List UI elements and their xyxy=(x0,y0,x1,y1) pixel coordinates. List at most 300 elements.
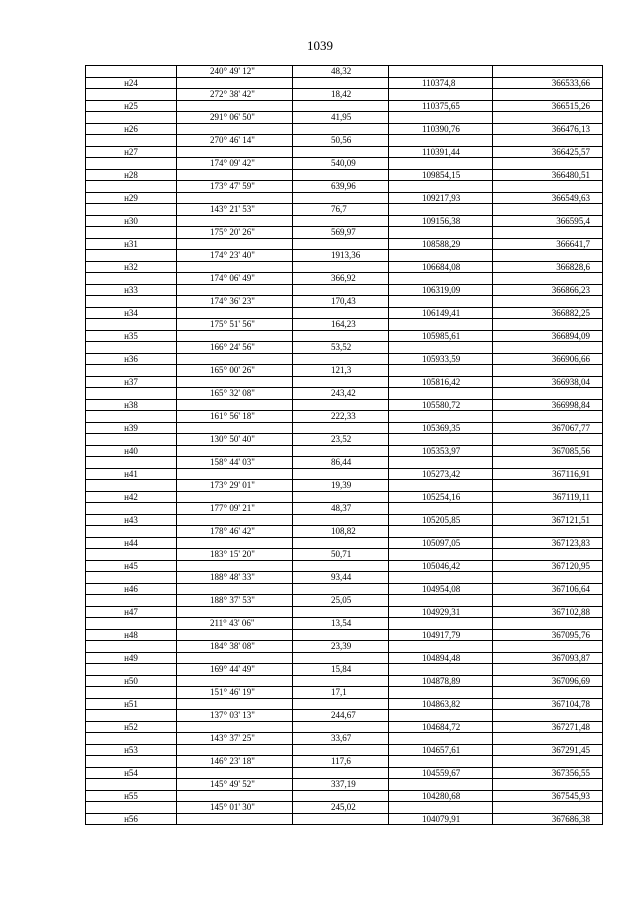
table-row xyxy=(86,238,603,250)
point-name-cell: н37 xyxy=(86,376,177,388)
x-coordinate-cell: 104917,79 xyxy=(389,629,493,641)
direction-angle-cell xyxy=(177,123,293,135)
direction-angle-cell: 240° 49' 12" xyxy=(177,66,293,78)
x-coordinate-cell: 110390,76 xyxy=(389,123,493,135)
direction-angle-cell xyxy=(177,445,293,457)
direction-angle-cell xyxy=(177,284,293,296)
distance-cell: 41,95 xyxy=(293,112,389,124)
y-coordinate-cell: 366894,09 xyxy=(493,330,603,342)
x-coordinate-cell: 106149,41 xyxy=(389,307,493,319)
y-coordinate-cell xyxy=(493,158,603,170)
table-row xyxy=(86,480,603,492)
x-coordinate-cell: 105046,42 xyxy=(389,560,493,572)
point-name-cell xyxy=(86,388,177,400)
y-coordinate-cell xyxy=(493,89,603,101)
direction-angle-cell xyxy=(177,169,293,181)
distance-cell: 540,09 xyxy=(293,158,389,170)
y-coordinate-cell xyxy=(493,687,603,699)
x-coordinate-cell: 104863,82 xyxy=(389,698,493,710)
direction-angle-cell xyxy=(177,376,293,388)
direction-angle-cell xyxy=(177,330,293,342)
table-row xyxy=(86,560,603,572)
direction-angle-cell: 291° 06' 50" xyxy=(177,112,293,124)
point-name-cell xyxy=(86,664,177,676)
direction-angle-cell xyxy=(177,468,293,480)
y-coordinate-cell xyxy=(493,641,603,653)
distance-cell xyxy=(293,399,389,411)
table-row xyxy=(86,779,603,791)
distance-cell xyxy=(293,744,389,756)
x-coordinate-cell xyxy=(389,135,493,147)
y-coordinate-cell xyxy=(493,250,603,262)
page-number: 1039 xyxy=(307,38,333,53)
table-row xyxy=(86,422,603,434)
y-coordinate-cell: 367120,95 xyxy=(493,560,603,572)
x-coordinate-cell xyxy=(389,756,493,768)
x-coordinate-cell: 105580,72 xyxy=(389,399,493,411)
distance-cell xyxy=(293,698,389,710)
y-coordinate-cell xyxy=(493,733,603,745)
x-coordinate-cell: 109217,93 xyxy=(389,192,493,204)
table-row xyxy=(86,721,603,733)
table-body xyxy=(86,66,603,825)
table-row xyxy=(86,135,603,147)
point-name-cell xyxy=(86,181,177,193)
table-row xyxy=(86,411,603,423)
direction-angle-cell xyxy=(177,514,293,526)
direction-angle-cell: 145° 49' 52" xyxy=(177,779,293,791)
distance-cell: 121,3 xyxy=(293,365,389,377)
point-name-cell: н46 xyxy=(86,583,177,595)
y-coordinate-cell: 367121,51 xyxy=(493,514,603,526)
x-coordinate-cell xyxy=(389,457,493,469)
x-coordinate-cell xyxy=(389,388,493,400)
point-name-cell: н40 xyxy=(86,445,177,457)
table-row xyxy=(86,583,603,595)
direction-angle-cell: 272° 38' 42" xyxy=(177,89,293,101)
table-row xyxy=(86,664,603,676)
point-name-cell: н26 xyxy=(86,123,177,135)
y-coordinate-cell: 367116,91 xyxy=(493,468,603,480)
direction-angle-cell: 211° 43' 06" xyxy=(177,618,293,630)
direction-angle-cell xyxy=(177,353,293,365)
direction-angle-cell xyxy=(177,77,293,89)
point-name-cell: н34 xyxy=(86,307,177,319)
y-coordinate-cell: 367096,69 xyxy=(493,675,603,687)
y-coordinate-cell xyxy=(493,710,603,722)
y-coordinate-cell xyxy=(493,779,603,791)
x-coordinate-cell xyxy=(389,181,493,193)
y-coordinate-cell: 367093,87 xyxy=(493,652,603,664)
table-row xyxy=(86,652,603,664)
distance-cell xyxy=(293,192,389,204)
distance-cell: 19,39 xyxy=(293,480,389,492)
y-coordinate-cell: 366828,6 xyxy=(493,261,603,273)
distance-cell: 48,32 xyxy=(293,66,389,78)
direction-angle-cell xyxy=(177,146,293,158)
y-coordinate-cell xyxy=(493,365,603,377)
x-coordinate-cell: 105353,97 xyxy=(389,445,493,457)
point-name-cell xyxy=(86,434,177,446)
y-coordinate-cell: 366595,4 xyxy=(493,215,603,227)
direction-angle-cell: 145° 01' 30" xyxy=(177,802,293,814)
x-coordinate-cell xyxy=(389,342,493,354)
y-coordinate-cell xyxy=(493,618,603,630)
point-name-cell xyxy=(86,526,177,538)
distance-cell: 50,56 xyxy=(293,135,389,147)
point-name-cell: н41 xyxy=(86,468,177,480)
distance-cell: 117,6 xyxy=(293,756,389,768)
x-coordinate-cell: 105985,61 xyxy=(389,330,493,342)
table-row xyxy=(86,112,603,124)
table-row xyxy=(86,261,603,273)
distance-cell xyxy=(293,537,389,549)
distance-cell xyxy=(293,261,389,273)
distance-cell: 76,7 xyxy=(293,204,389,216)
point-name-cell: н31 xyxy=(86,238,177,250)
direction-angle-cell: 174° 23' 40" xyxy=(177,250,293,262)
table-row xyxy=(86,491,603,503)
point-name-cell xyxy=(86,66,177,78)
table-row xyxy=(86,204,603,216)
direction-angle-cell: 174° 09' 42" xyxy=(177,158,293,170)
x-coordinate-cell xyxy=(389,641,493,653)
x-coordinate-cell: 109854,15 xyxy=(389,169,493,181)
point-name-cell xyxy=(86,112,177,124)
direction-angle-cell xyxy=(177,813,293,825)
table-row xyxy=(86,526,603,538)
y-coordinate-cell xyxy=(493,342,603,354)
distance-cell: 86,44 xyxy=(293,457,389,469)
x-coordinate-cell xyxy=(389,733,493,745)
x-coordinate-cell: 110391,44 xyxy=(389,146,493,158)
direction-angle-cell xyxy=(177,698,293,710)
y-coordinate-cell: 366866,23 xyxy=(493,284,603,296)
point-name-cell xyxy=(86,503,177,515)
point-name-cell xyxy=(86,204,177,216)
y-coordinate-cell: 366480,51 xyxy=(493,169,603,181)
distance-cell xyxy=(293,284,389,296)
table-row xyxy=(86,445,603,457)
distance-cell xyxy=(293,721,389,733)
table-row xyxy=(86,710,603,722)
y-coordinate-cell xyxy=(493,319,603,331)
table-row xyxy=(86,158,603,170)
direction-angle-cell xyxy=(177,238,293,250)
x-coordinate-cell xyxy=(389,480,493,492)
y-coordinate-cell: 366938,04 xyxy=(493,376,603,388)
point-name-cell: н43 xyxy=(86,514,177,526)
y-coordinate-cell: 366882,25 xyxy=(493,307,603,319)
x-coordinate-cell xyxy=(389,112,493,124)
direction-angle-cell: 175° 51' 56" xyxy=(177,319,293,331)
x-coordinate-cell xyxy=(389,687,493,699)
distance-cell: 23,39 xyxy=(293,641,389,653)
table-row xyxy=(86,330,603,342)
x-coordinate-cell xyxy=(389,664,493,676)
table-row xyxy=(86,66,603,78)
table-row xyxy=(86,434,603,446)
x-coordinate-cell xyxy=(389,779,493,791)
point-name-cell: н55 xyxy=(86,790,177,802)
direction-angle-cell xyxy=(177,422,293,434)
table-row xyxy=(86,376,603,388)
distance-cell xyxy=(293,445,389,457)
table-row xyxy=(86,572,603,584)
direction-angle-cell: 143° 37' 25" xyxy=(177,733,293,745)
x-coordinate-cell: 104079,91 xyxy=(389,813,493,825)
distance-cell: 243,42 xyxy=(293,388,389,400)
point-name-cell: н52 xyxy=(86,721,177,733)
distance-cell: 13,54 xyxy=(293,618,389,630)
direction-angle-cell: 169° 44' 49" xyxy=(177,664,293,676)
point-name-cell: н48 xyxy=(86,629,177,641)
distance-cell: 170,43 xyxy=(293,296,389,308)
x-coordinate-cell xyxy=(389,411,493,423)
point-name-cell xyxy=(86,227,177,239)
distance-cell: 1913,36 xyxy=(293,250,389,262)
point-name-cell xyxy=(86,273,177,285)
table-row xyxy=(86,169,603,181)
x-coordinate-cell: 105273,42 xyxy=(389,468,493,480)
table-row xyxy=(86,641,603,653)
x-coordinate-cell xyxy=(389,319,493,331)
table-row xyxy=(86,698,603,710)
point-name-cell: н27 xyxy=(86,146,177,158)
y-coordinate-cell xyxy=(493,411,603,423)
table-row xyxy=(86,89,603,101)
table-row xyxy=(86,273,603,285)
x-coordinate-cell xyxy=(389,296,493,308)
x-coordinate-cell: 104929,31 xyxy=(389,606,493,618)
x-coordinate-cell xyxy=(389,595,493,607)
point-name-cell: н29 xyxy=(86,192,177,204)
point-name-cell xyxy=(86,641,177,653)
point-name-cell: н50 xyxy=(86,675,177,687)
x-coordinate-cell: 104657,61 xyxy=(389,744,493,756)
point-name-cell: н44 xyxy=(86,537,177,549)
x-coordinate-cell: 104878,89 xyxy=(389,675,493,687)
x-coordinate-cell: 104559,67 xyxy=(389,767,493,779)
distance-cell: 48,37 xyxy=(293,503,389,515)
direction-angle-cell xyxy=(177,675,293,687)
y-coordinate-cell: 367291,45 xyxy=(493,744,603,756)
table-row xyxy=(86,227,603,239)
point-name-cell: н47 xyxy=(86,606,177,618)
y-coordinate-cell: 367119,11 xyxy=(493,491,603,503)
y-coordinate-cell: 366533,66 xyxy=(493,77,603,89)
table-row xyxy=(86,296,603,308)
point-name-cell xyxy=(86,365,177,377)
table-row xyxy=(86,503,603,515)
distance-cell xyxy=(293,100,389,112)
direction-angle-cell: 178° 46' 42" xyxy=(177,526,293,538)
y-coordinate-cell: 367686,38 xyxy=(493,813,603,825)
y-coordinate-cell xyxy=(493,135,603,147)
distance-cell xyxy=(293,560,389,572)
direction-angle-cell xyxy=(177,307,293,319)
table-row xyxy=(86,123,603,135)
point-name-cell xyxy=(86,595,177,607)
distance-cell: 337,19 xyxy=(293,779,389,791)
direction-angle-cell: 143° 21' 53" xyxy=(177,204,293,216)
direction-angle-cell: 173° 29' 01" xyxy=(177,480,293,492)
table-row xyxy=(86,514,603,526)
point-name-cell: н25 xyxy=(86,100,177,112)
distance-cell: 639,96 xyxy=(293,181,389,193)
distance-cell xyxy=(293,422,389,434)
distance-cell xyxy=(293,169,389,181)
table-row xyxy=(86,77,603,89)
point-name-cell: н39 xyxy=(86,422,177,434)
x-coordinate-cell: 108588,29 xyxy=(389,238,493,250)
point-name-cell xyxy=(86,319,177,331)
distance-cell xyxy=(293,146,389,158)
direction-angle-cell xyxy=(177,560,293,572)
direction-angle-cell: 161° 56' 18" xyxy=(177,411,293,423)
distance-cell: 164,23 xyxy=(293,319,389,331)
distance-cell: 25,05 xyxy=(293,595,389,607)
direction-angle-cell xyxy=(177,537,293,549)
table-row xyxy=(86,629,603,641)
table-row xyxy=(86,606,603,618)
table-row xyxy=(86,733,603,745)
y-coordinate-cell xyxy=(493,296,603,308)
x-coordinate-cell xyxy=(389,66,493,78)
table-row xyxy=(86,307,603,319)
point-name-cell xyxy=(86,549,177,561)
y-coordinate-cell: 366425,57 xyxy=(493,146,603,158)
direction-angle-cell xyxy=(177,744,293,756)
point-name-cell: н42 xyxy=(86,491,177,503)
point-name-cell: н54 xyxy=(86,767,177,779)
distance-cell: 245,02 xyxy=(293,802,389,814)
distance-cell: 222,33 xyxy=(293,411,389,423)
distance-cell: 18,42 xyxy=(293,89,389,101)
x-coordinate-cell: 104684,72 xyxy=(389,721,493,733)
x-coordinate-cell: 105205,85 xyxy=(389,514,493,526)
table-row xyxy=(86,802,603,814)
point-name-cell xyxy=(86,572,177,584)
point-name-cell: н38 xyxy=(86,399,177,411)
direction-angle-cell xyxy=(177,629,293,641)
x-coordinate-cell xyxy=(389,89,493,101)
y-coordinate-cell: 367102,88 xyxy=(493,606,603,618)
x-coordinate-cell: 105097,05 xyxy=(389,537,493,549)
y-coordinate-cell: 367085,56 xyxy=(493,445,603,457)
point-name-cell xyxy=(86,618,177,630)
distance-cell xyxy=(293,767,389,779)
y-coordinate-cell xyxy=(493,66,603,78)
direction-angle-cell: 151° 46' 19" xyxy=(177,687,293,699)
y-coordinate-cell: 367271,48 xyxy=(493,721,603,733)
x-coordinate-cell xyxy=(389,158,493,170)
x-coordinate-cell: 106684,08 xyxy=(389,261,493,273)
point-name-cell xyxy=(86,756,177,768)
point-name-cell: н24 xyxy=(86,77,177,89)
distance-cell xyxy=(293,790,389,802)
distance-cell xyxy=(293,652,389,664)
y-coordinate-cell: 366906,66 xyxy=(493,353,603,365)
point-name-cell: н53 xyxy=(86,744,177,756)
point-name-cell: н35 xyxy=(86,330,177,342)
y-coordinate-cell: 367095,76 xyxy=(493,629,603,641)
table-row xyxy=(86,399,603,411)
table-row xyxy=(86,549,603,561)
direction-angle-cell xyxy=(177,491,293,503)
direction-angle-cell xyxy=(177,721,293,733)
x-coordinate-cell xyxy=(389,204,493,216)
point-name-cell xyxy=(86,250,177,262)
direction-angle-cell: 188° 37' 53" xyxy=(177,595,293,607)
direction-angle-cell: 137° 03' 13" xyxy=(177,710,293,722)
point-name-cell: н49 xyxy=(86,652,177,664)
x-coordinate-cell: 105369,35 xyxy=(389,422,493,434)
table-row xyxy=(86,319,603,331)
direction-angle-cell: 165° 00' 26" xyxy=(177,365,293,377)
distance-cell: 108,82 xyxy=(293,526,389,538)
point-name-cell: н32 xyxy=(86,261,177,273)
direction-angle-cell: 177° 09' 21" xyxy=(177,503,293,515)
y-coordinate-cell xyxy=(493,204,603,216)
direction-angle-cell xyxy=(177,606,293,618)
x-coordinate-cell xyxy=(389,618,493,630)
distance-cell xyxy=(293,353,389,365)
direction-angle-cell: 146° 23' 18" xyxy=(177,756,293,768)
distance-cell xyxy=(293,583,389,595)
y-coordinate-cell xyxy=(493,503,603,515)
point-name-cell xyxy=(86,89,177,101)
x-coordinate-cell xyxy=(389,250,493,262)
direction-angle-cell xyxy=(177,767,293,779)
x-coordinate-cell xyxy=(389,526,493,538)
distance-cell xyxy=(293,514,389,526)
y-coordinate-cell xyxy=(493,526,603,538)
y-coordinate-cell xyxy=(493,457,603,469)
distance-cell xyxy=(293,123,389,135)
point-name-cell xyxy=(86,710,177,722)
table-row xyxy=(86,192,603,204)
table-row xyxy=(86,284,603,296)
distance-cell: 569,97 xyxy=(293,227,389,239)
x-coordinate-cell: 109156,38 xyxy=(389,215,493,227)
x-coordinate-cell xyxy=(389,549,493,561)
direction-angle-cell: 183° 15' 20" xyxy=(177,549,293,561)
table-row xyxy=(86,146,603,158)
y-coordinate-cell xyxy=(493,388,603,400)
direction-angle-cell: 188° 48' 33" xyxy=(177,572,293,584)
direction-angle-cell: 158° 44' 03" xyxy=(177,457,293,469)
table-row xyxy=(86,756,603,768)
point-name-cell: н51 xyxy=(86,698,177,710)
x-coordinate-cell xyxy=(389,273,493,285)
direction-angle-cell xyxy=(177,399,293,411)
direction-angle-cell: 165° 32' 08" xyxy=(177,388,293,400)
x-coordinate-cell: 104280,68 xyxy=(389,790,493,802)
direction-angle-cell xyxy=(177,100,293,112)
x-coordinate-cell: 104954,08 xyxy=(389,583,493,595)
point-name-cell xyxy=(86,687,177,699)
table-row xyxy=(86,744,603,756)
y-coordinate-cell xyxy=(493,756,603,768)
direction-angle-cell xyxy=(177,652,293,664)
direction-angle-cell: 174° 36' 23" xyxy=(177,296,293,308)
y-coordinate-cell: 366476,13 xyxy=(493,123,603,135)
point-name-cell xyxy=(86,296,177,308)
y-coordinate-cell: 367545,93 xyxy=(493,790,603,802)
table-row xyxy=(86,457,603,469)
direction-angle-cell: 174° 06' 49" xyxy=(177,273,293,285)
